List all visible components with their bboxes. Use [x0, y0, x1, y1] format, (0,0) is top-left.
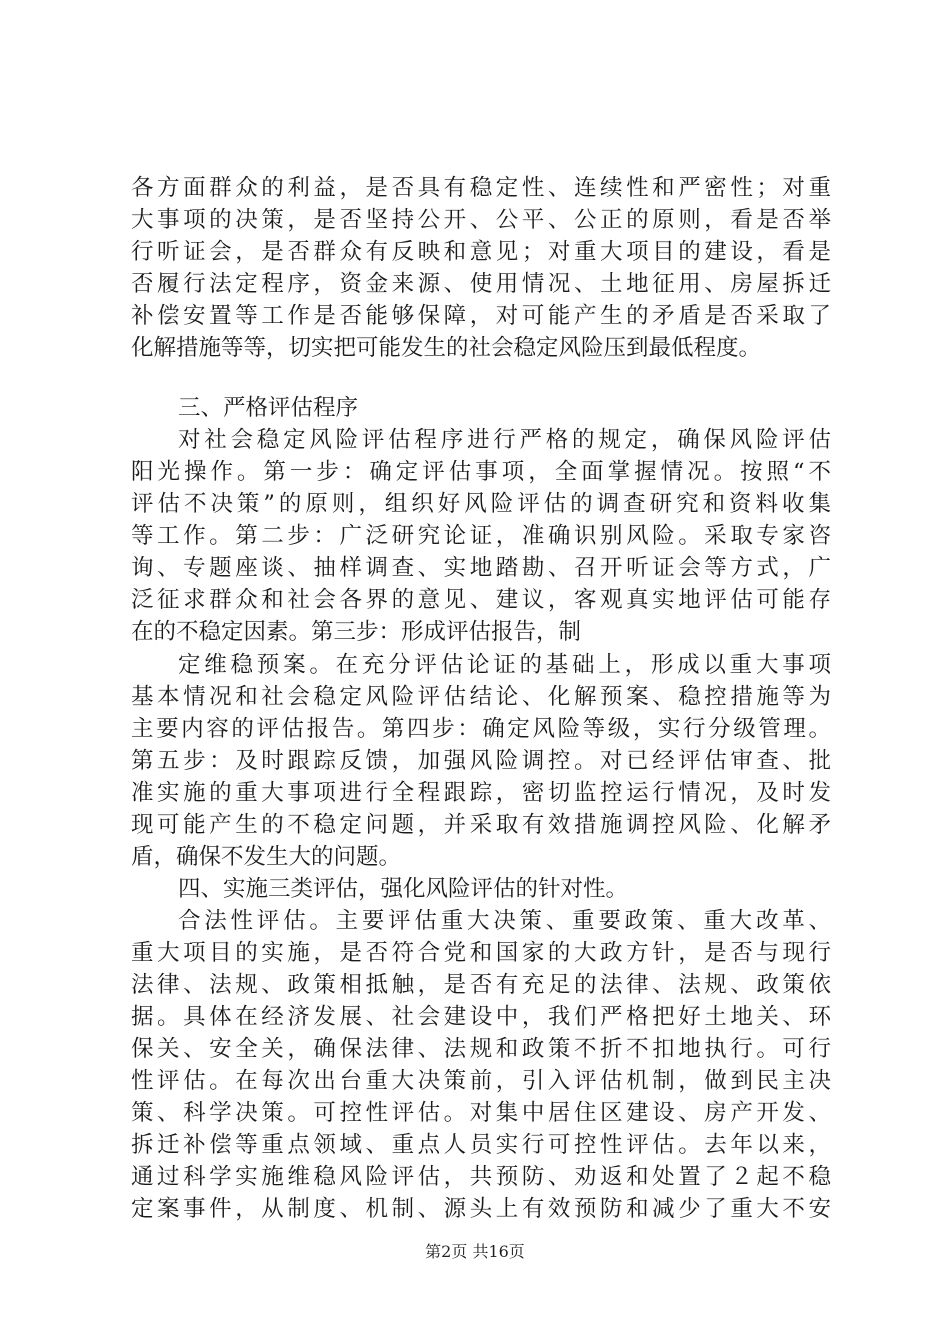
text-line: 行听证会，是否群众有反映和意见；对重大项目的建设，看是	[131, 239, 831, 265]
text-line: 通过科学实施维稳风险评估，共预防、劝返和处置了２起不稳	[131, 1164, 831, 1190]
text-line: 等工作。第二步：广泛研究论证，准确识别风险。采取专家咨	[131, 523, 831, 549]
text-line: 各方面群众的利益，是否具有稳定性、连续性和严密性；对重	[131, 175, 831, 201]
section-heading-3	[131, 392, 831, 424]
text-line: 泛征求群众和社会各界的意见、建议，客观真实地评估可能存	[131, 587, 831, 613]
text-line: 定案事件，从制度、机制、源头上有效预防和减少了重大不安	[131, 1196, 831, 1222]
paragraph-3	[131, 649, 831, 873]
heading-text: 四、实施三类评估，强化风险评估的针对性。	[178, 876, 629, 902]
heading-text: 三、严格评估程序	[178, 395, 359, 421]
text-line: 合法性评估。主要评估重大决策、重要政策、重大改革、	[178, 908, 831, 934]
paragraph-1	[131, 172, 831, 364]
text-line: 大事项的决策，是否坚持公开、公平、公正的原则，看是否举	[131, 207, 831, 233]
text-line: 第五步：及时跟踪反馈，加强风险调控。对已经评估审查、批	[131, 748, 831, 774]
text-line: 主要内容的评估报告。第四步：确定风险等级，实行分级管理。	[131, 716, 831, 742]
paragraph-4	[131, 905, 831, 1225]
text-line: 准实施的重大事项进行全程跟踪，密切监控运行情况，及时发	[131, 780, 831, 806]
text-line: 化解措施等等，切实把可能发生的社会稳定风险压到最低程度。	[131, 335, 762, 361]
text-line: 否履行法定程序，资金来源、使用情况、土地征用、房屋拆迁	[131, 271, 831, 297]
text-line: 性评估。在每次出台重大决策前，引入评估机制，做到民主决	[131, 1068, 831, 1094]
text-line: 盾，确保不发生大的问题。	[131, 844, 402, 870]
text-line: 基本情况和社会稳定风险评估结论、化解预案、稳控措施等为	[131, 684, 831, 710]
page-number-footer: 第2页 共16页	[425, 1242, 525, 1261]
text-line: 现可能产生的不稳定问题，并采取有效措施调控风险、化解矛	[131, 812, 831, 838]
text-line: 补偿安置等工作是否能够保障，对可能产生的矛盾是否采取了	[131, 303, 831, 329]
text-line: 评估不决策”的原则，组织好风险评估的调查研究和资料收集	[131, 491, 831, 517]
text-line: 重大项目的实施，是否符合党和国家的大政方针，是否与现行	[131, 940, 831, 966]
text-line: 拆迁补偿等重点领域、重点人员实行可控性评估。去年以来，	[131, 1132, 831, 1158]
text-line: 策、科学决策。可控性评估。对集中居住区建设、房产开发、	[131, 1100, 831, 1126]
text-line: 法律、法规、政策相抵触，是否有充足的法律、法规、政策依	[131, 972, 831, 998]
text-line: 对社会稳定风险评估程序进行严格的规定，确保风险评估	[178, 427, 831, 453]
text-line: 定维稳预案。在充分评估论证的基础上，形成以重大事项	[178, 652, 831, 678]
paragraph-2	[131, 424, 831, 648]
text-line: 阳光操作。第一步：确定评估事项，全面掌握情况。按照“不	[131, 459, 831, 485]
text-line: 据。具体在经济发展、社会建设中，我们严格把好土地关、环	[131, 1004, 831, 1030]
text-line: 保关、安全关，确保法律、法规和政策不折不扣地执行。可行	[131, 1036, 831, 1062]
section-heading-4	[131, 873, 831, 905]
text-line: 询、专题座谈、抽样调查、实地踏勘、召开听证会等方式，广	[131, 555, 831, 581]
text-line: 在的不稳定因素。第三步：形成评估报告，制	[131, 619, 582, 645]
